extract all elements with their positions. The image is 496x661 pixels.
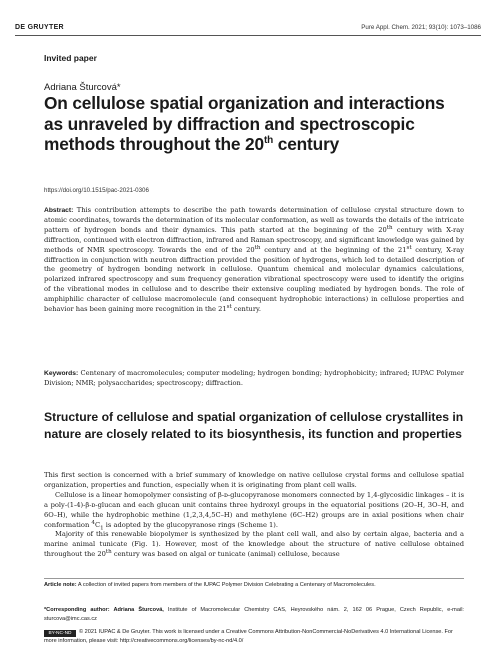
corresponding-author-text: Institute of Macromolecular Chemistry CAS, Heyrovského nám. 2, 162 06 Prague, Czech Republic, e-mail: sturcova@imc.cas.cz [44, 607, 464, 622]
body-text [44, 471, 464, 560]
keywords-text: Centenary of macromolecules; computer modeling; hydrogen bonding; hydrophobicity; infrared; IUPAC Polymer Division; NMR; polysaccharides; spectroscopy; diffraction. [44, 369, 464, 387]
title-main: On cellulose spatial organization and interactions as unraveled by diffraction and spectroscopic methods throughout the 20 [44, 93, 445, 155]
abstract-sup-3: st [406, 244, 412, 251]
article-note-text: A collection of invited papers from members of the IUPAC Polymer Division Celebrating a Centenary of Macromolecules. [76, 582, 376, 588]
abstract-text-4: century, X-ray diffraction in conjunction with neutron diffraction provided the position of hydrogens, which led to detailed description of the geometry of hydrogen bonding network in cellulose. Quantum chemical and molecular dynamics calculations, polarized infrared spectroscopy and sum frequency generation vibrational spectroscopy were used to identify the origins of the vibrational modes in cellulose and to describe their extensive coupling mediated by hydrogen bonds. The role of amphiphilic character of cellulose macromolecule (and consequent hydrophobic interactions) in cellulose properties and behavior has been gaining more recognition in the 21 [44, 245, 464, 314]
section-heading: Structure of cellulose and spatial organization of cellulose crystallites in nature are closely related to its biosynthesis, its function and properties [44, 410, 464, 441]
para2-sup: 4 [91, 519, 95, 526]
title-superscript: th [263, 135, 274, 147]
para3-text-a: Majority of this renewable biopolymer is synthesized by the plant cell wall, and also by certain algae, bacteria and a marine animal tunicate (Fig. 1). However, most of the knowledge about the structure of native cellulose obtained throughout the 20 [44, 530, 464, 559]
abstract-sup-2: th [254, 244, 261, 251]
keywords [44, 369, 464, 389]
header-rule [15, 35, 481, 36]
body-paragraph-1: This first section is concerned with a brief summary of knowledge on native cellulose crystal forms and cellulose spatial organization, properties and function, especially when it is originating from plant cell walls. [44, 471, 464, 489]
abstract-text-2: century with X-ray diffraction, continued with electron diffraction, infrared and Raman spectroscopy, and significant knowledge was gained by methods of NMR spectroscopy. Towards the end of the 20 [44, 225, 464, 254]
publisher-name: DE GRUYTER [15, 24, 64, 31]
article-type: Invited paper [44, 53, 97, 63]
para2-sub: 1 [100, 524, 104, 531]
abstract-sup-4: st [226, 303, 232, 310]
para3-text-b: century was based on algal or tunicate (animal) cellulose, because [111, 550, 340, 559]
abstract-sup-1: th [386, 224, 393, 231]
para2-mid: C [94, 520, 101, 529]
abstract-text-5: century. [231, 305, 262, 314]
abstract-text-3: century and at the beginning of the 21 [260, 245, 407, 254]
license-note [44, 628, 464, 646]
article-note [44, 581, 464, 590]
doi-link[interactable]: https://doi.org/10.1515/pac-2021-0306 [44, 187, 149, 194]
para3-sup: th [105, 549, 112, 556]
article-note-label: Article note: [44, 582, 77, 588]
running-header [15, 24, 481, 31]
corresponding-author [44, 606, 464, 623]
para2-text-a: Cellulose is a linear homopolymer consisting of β-ᴅ-glucopyranose monomers connected by 1,4-glycosidic linkages – it is a poly-(1-4)-β-ᴅ-glucan and each glucan unit contains three hydroxyl groups in the equatorial positions (2O–H, 3O–H, and 6O–H), while the hydrophobic methine (1,2,3,4,5C–H) and methylene (6C–H2) groups are in axial positions when chair conformation [44, 490, 464, 529]
corresponding-author-label: *Corresponding author: Adriana Šturcová, [44, 607, 164, 613]
license-text: © 2021 IUPAC & De Gruyter. This work is licensed under a Creative Commons Attribution-NonCommercial-NoDerivatives 4.0 International License. For more information, please visit: http://creativecommons.org/licenses/by-nc-nd/4.0/ [44, 629, 453, 644]
keywords-label: Keywords: [44, 370, 79, 377]
body-paragraph-2 [44, 491, 464, 531]
journal-reference: Pure Appl. Chem. 2021; 93(10): 1073–1086 [361, 24, 481, 31]
abstract [44, 206, 464, 315]
cc-license-icon[interactable]: BY-NC-ND [44, 630, 76, 637]
paper-title [44, 93, 464, 155]
title-end: century [273, 134, 340, 155]
abstract-text-1: This contribution attempts to describe the path towards determination of cellulose crystal structure down to atomic coordinates, towards the determination of its molecular conformation, as well as towards the details of the intricate pattern of hydrogen bonds and their dynamics. This path started at the beginning of the 20 [44, 206, 464, 234]
para2-text-b: is adopted by the glucopyranose rings (Scheme 1). [103, 520, 279, 529]
body-paragraph-3 [44, 530, 464, 560]
author-name: Adriana Šturcová* [44, 82, 121, 93]
footnote-rule [44, 578, 464, 579]
abstract-label: Abstract: [44, 207, 74, 214]
